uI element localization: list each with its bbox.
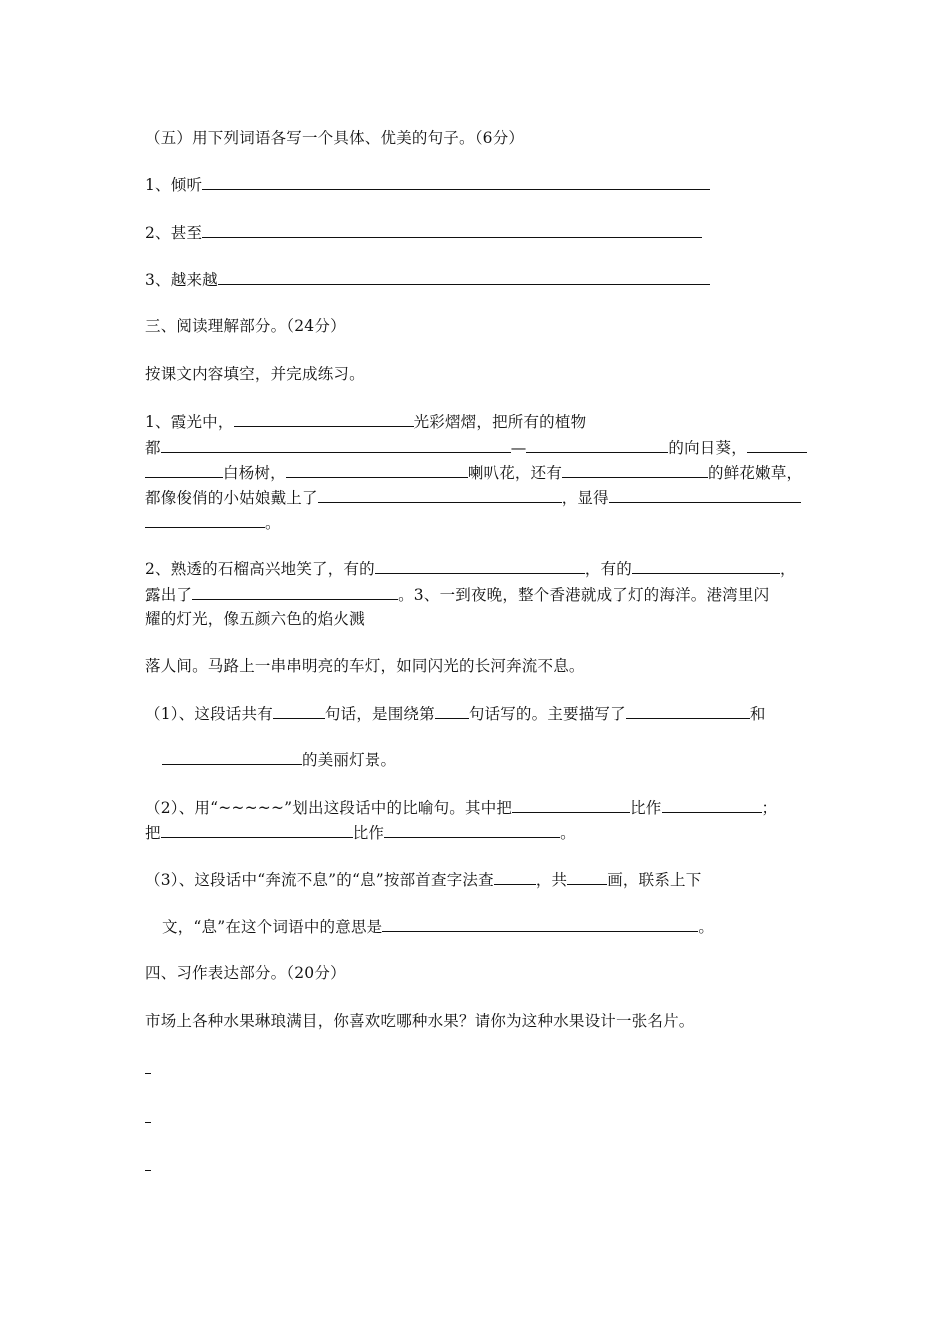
answer-blank[interactable] [318, 487, 562, 503]
text: 比作 [352, 824, 385, 842]
text: （3）、这段话中“奔流不息”的“息”按部首查字法查 [145, 871, 494, 889]
answer-blank[interactable] [384, 822, 560, 838]
answer-blank[interactable] [494, 869, 536, 885]
text: ，有的 [584, 560, 632, 578]
text: 都 [145, 439, 161, 457]
answer-blank[interactable] [382, 916, 698, 932]
text: 喇叭花，还有 [467, 464, 563, 482]
section5-item-1 [145, 174, 710, 195]
answer-blank[interactable] [526, 437, 668, 453]
answer-blank[interactable] [192, 584, 398, 600]
q1-line-4 [145, 487, 801, 508]
answer-blank[interactable] [562, 462, 708, 478]
answer-blank[interactable] [512, 797, 630, 813]
section4-prompt: 市场上各种水果琳琅满目，你喜欢吃哪种水果？请你为这种水果设计一张名片。 [145, 1012, 695, 1030]
q2-line-1 [145, 558, 796, 579]
writing-line-mark [145, 1170, 151, 1171]
text: 2、熟透的石榴高兴地笑了，有的 [145, 560, 375, 578]
answer-blank[interactable] [747, 437, 807, 453]
text: ，共 [535, 871, 568, 889]
answer-blank[interactable] [161, 822, 353, 838]
answer-blank[interactable] [162, 749, 302, 765]
writing-line-mark [145, 1122, 151, 1123]
text: 把 [145, 824, 161, 842]
answer-blank[interactable] [145, 512, 265, 528]
answer-blank[interactable] [202, 174, 710, 190]
section3-instruction: 按课文内容填空，并完成练习。 [145, 365, 365, 383]
q1-line-3 [145, 462, 802, 483]
text: 。 [698, 918, 715, 936]
q1-line-1 [145, 411, 586, 432]
section4-title: 四、习作表达部分。（20分） [145, 964, 346, 982]
part3-line-1 [145, 869, 701, 890]
part1-line-2 [162, 749, 396, 770]
part3-line-2 [162, 916, 714, 937]
answer-blank[interactable] [435, 703, 469, 719]
text: 文，“息”在这个词语中的意思是 [162, 918, 383, 936]
answer-blank[interactable] [218, 269, 710, 285]
text: 露出了 [145, 586, 193, 604]
answer-blank[interactable] [202, 222, 702, 238]
section3-title: 三、阅读理解部分。（24分） [145, 317, 346, 335]
text: 。3、一到夜晚，整个香港就成了灯的海洋。港湾里闪 [398, 586, 770, 604]
text: 句话，是围绕第 [324, 705, 435, 723]
part2-line-1 [145, 797, 777, 818]
text: 和 [749, 705, 766, 723]
part2-line-2 [145, 822, 576, 843]
text: 1、霞光中， [145, 413, 234, 431]
text: 光彩熠熠，把所有的植物 [413, 413, 587, 431]
text: 白杨树， [223, 464, 286, 482]
text: 比作 [630, 799, 662, 817]
text: 的向日葵， [668, 439, 747, 457]
text: ，显得 [561, 489, 609, 507]
answer-blank[interactable] [632, 558, 780, 574]
text: ； [761, 799, 778, 817]
answer-blank[interactable] [375, 558, 585, 574]
text: 都像俊俏的小姑娘戴上了 [145, 489, 318, 507]
text: — [510, 439, 527, 457]
text: 句话写的。主要描写了 [468, 705, 626, 723]
section5-item-2 [145, 222, 702, 243]
q1-line-2 [145, 437, 807, 458]
part1-line-1 [145, 703, 766, 724]
answer-blank[interactable] [286, 462, 468, 478]
answer-blank[interactable] [161, 437, 511, 453]
item-label: 1、倾听 [145, 176, 203, 194]
answer-blank[interactable] [234, 411, 414, 427]
q3-line-1: 耀的灯光，像五颜六色的焰火溅 [145, 610, 365, 628]
text: ， [779, 560, 796, 578]
answer-blank[interactable] [662, 797, 762, 813]
text: 画，联系上下 [607, 871, 702, 889]
text: 。 [265, 514, 281, 532]
answer-blank[interactable] [626, 703, 750, 719]
answer-blank[interactable] [567, 869, 607, 885]
text: 。 [560, 824, 576, 842]
writing-line-mark [145, 1073, 151, 1074]
q2-line-2 [145, 584, 769, 605]
text: 的美丽灯景。 [302, 751, 397, 769]
q3-line-2: 落人间。马路上一串串明亮的车灯，如同闪光的长河奔流不息。 [145, 657, 585, 675]
item-label: 2、甚至 [145, 224, 203, 242]
text: （2）、用“~~~~~”划出这段话中的比喻句。其中把 [145, 799, 513, 817]
item-label: 3、越来越 [145, 271, 218, 289]
section5-item-3 [145, 269, 710, 290]
text: （1）、这段话共有 [145, 705, 273, 723]
q1-line-5 [145, 512, 281, 533]
answer-blank[interactable] [145, 462, 223, 478]
text: 的鲜花嫩草， [708, 464, 803, 482]
section5-title: （五）用下列词语各写一个具体、优美的句子。（6分） [145, 129, 525, 147]
answer-blank[interactable] [273, 703, 325, 719]
answer-blank[interactable] [609, 487, 801, 503]
